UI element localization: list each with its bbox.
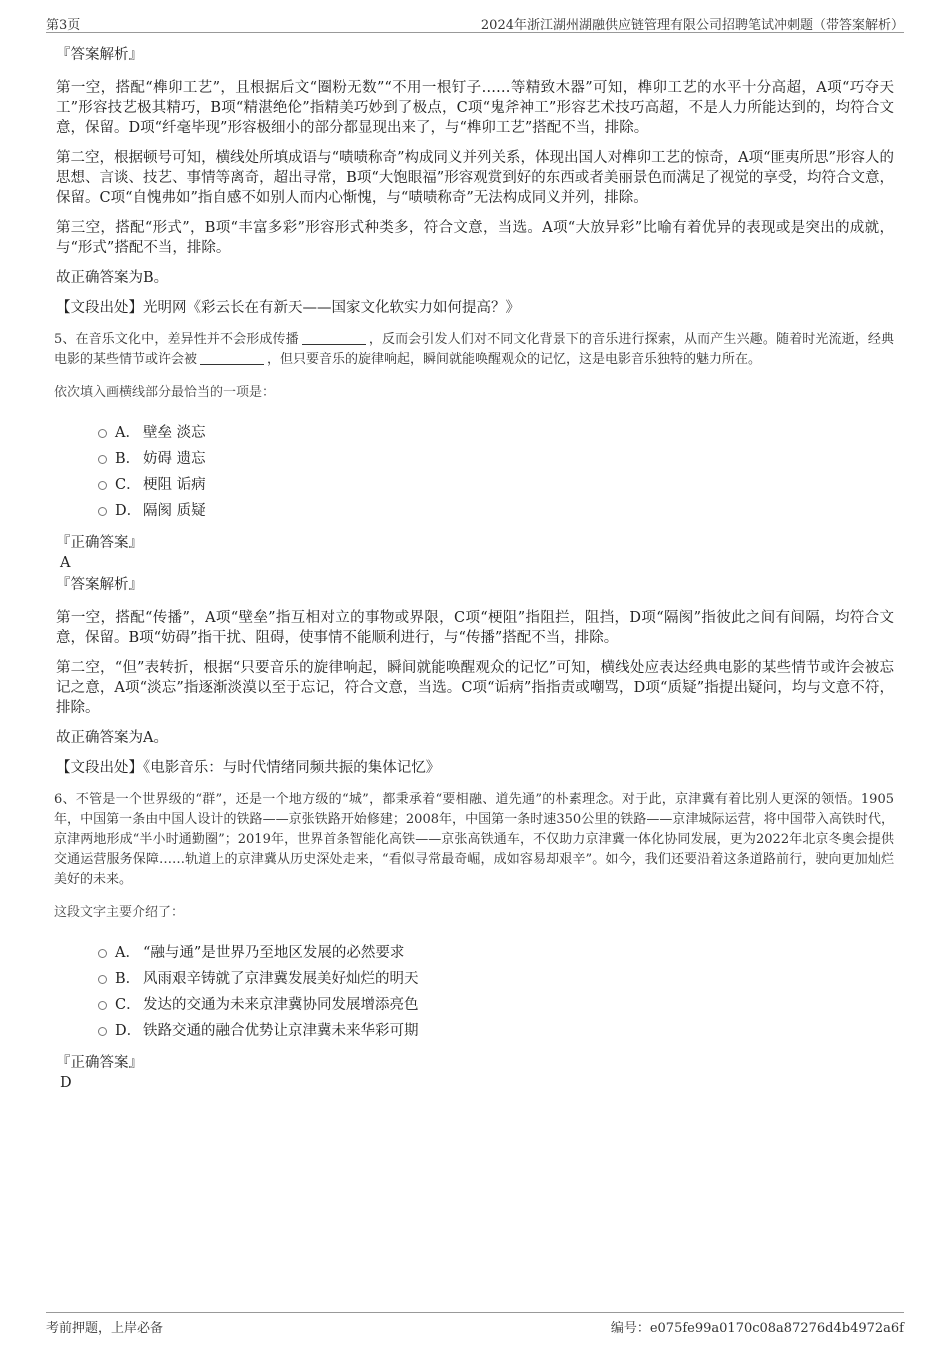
radio-icon[interactable] [98, 507, 107, 516]
fill-blank [200, 350, 264, 365]
page-number: 第3页 [46, 18, 81, 33]
option-b[interactable]: B． 妨碍 遗忘 [98, 446, 894, 472]
analysis-conclusion: 故正确答案为A。 [56, 730, 168, 746]
source-citation: 【文段出处】光明网《彩云长在有新天——国家文化软实力如何提高？》 [56, 300, 520, 316]
analysis-label: 『答案解析』 [56, 577, 143, 593]
option-b[interactable]: B． 风雨艰辛铸就了京津冀发展美好灿烂的明天 [98, 966, 894, 992]
footer-slogan: 考前押题，上岸必备 [46, 1321, 164, 1336]
analysis-label: 『答案解析』 [56, 47, 143, 63]
question-5-options [98, 420, 894, 524]
question-6-options [98, 940, 894, 1044]
correct-answer-label: 『正确答案』 [56, 1055, 143, 1071]
analysis-paragraph: 第一空，搭配“传播”，A项“壁垒”指互相对立的事物或界限，C项“梗阻”指阻拦，阻挡，D项“隔阂”指彼此之间有间隔，均符合文意，保留。B项“妨碍”指干扰、阻碍，使事情不能顺利进行，与“传播”搭配不当，排除。 [56, 610, 894, 646]
radio-icon[interactable] [98, 949, 107, 958]
document-body [56, 46, 894, 1096]
option-c[interactable]: C． 梗阻 诟病 [98, 472, 894, 498]
correct-answer: A [60, 555, 71, 571]
option-d[interactable]: D． 铁路交通的融合优势让京津冀未来华彩可期 [98, 1018, 894, 1044]
analysis-paragraph: 第一空，搭配“榫卯工艺”，且根据后文“圈粉无数”“不用一根钉子……等精致木器”可知，榫卯工艺的水平十分高超，A项“巧夺天工”形容技艺极其精巧，B项“精湛绝伦”指精美巧妙到了极点，C项“鬼斧神工”形容艺术技巧高超，不是人力所能达到的，均符合文意，保留。D项“纤毫毕现”形容极细小的部分都显现出来了，与“榫卯工艺”搭配不当，排除。 [56, 80, 894, 136]
page-footer [46, 1312, 904, 1337]
analysis-paragraph: 第二空，根据顿号可知，横线处所填成语与“啧啧称奇”构成同义并列关系，体现出国人对榫卯工艺的惊奇，A项“匪夷所思”形容人的思想、言谈、技艺、事情等离奇，超出寻常，B项“大饱眼福”形容观赏到好的东西或者美丽景色而满足了视觉的享受，均符合文意，保留。C项“自愧弗如”指自感不如别人而内心惭愧，与“啧啧称奇”无法构成同义并列，排除。 [56, 150, 894, 206]
radio-icon[interactable] [98, 481, 107, 490]
option-c[interactable]: C． 发达的交通为未来京津冀协同发展增添亮色 [98, 992, 894, 1018]
option-d[interactable]: D． 隔阂 质疑 [98, 498, 894, 524]
option-a[interactable]: A． 壁垒 淡忘 [98, 420, 894, 446]
question-5-prompt: 依次填入画横线部分最恰当的一项是： [54, 385, 276, 400]
analysis-paragraph: 第二空，“但”表转折，根据“只要音乐的旋律响起，瞬间就能唤醒观众的记忆”可知，横线处应表达经典电影的某些情节或许会被忘记之意，A项“淡忘”指逐渐淡漠以至于忘记，符合文意，当选。C项“诟病”指指责或嘲骂，D项“质疑”指提出疑问，均与文意不符，排除。 [56, 660, 894, 716]
page-header [46, 10, 904, 33]
analysis-paragraph: 第三空，搭配“形式”，B项“丰富多彩”形容形式种类多，符合文意，当选。A项“大放异彩”比喻有着优异的表现或是突出的成就，与“形式”搭配不当，排除。 [56, 220, 894, 256]
question-6-prompt: 这段文字主要介绍了： [54, 905, 185, 920]
radio-icon[interactable] [98, 1027, 107, 1036]
radio-icon[interactable] [98, 975, 107, 984]
radio-icon[interactable] [98, 455, 107, 464]
correct-answer-label: 『正确答案』 [56, 535, 143, 551]
source-citation: 【文段出处】《电影音乐：与时代情绪同频共振的集体记忆》 [56, 760, 441, 776]
document-id: 编号：e075fe99a0170c08a87276d4b4972a6f [610, 1321, 904, 1336]
correct-answer: D [60, 1075, 72, 1091]
question-6-text: 6、不管是一个世界级的“群”，还是一个地方级的“城”，都秉承着“要相融、道先通”的朴素理念。对于此，京津冀有着比别人更深的领悟。1905年，中国第一条由中国人设计的铁路——京张铁路开始修建；2008年，中国第一条时速350公里的铁路——京津城际运营，将中国带入高铁时代，京津两地形成“半小时通勤圈”；2019年，世界首条智能化高铁——京张高铁通车，不仅助力京津冀一体化协同发展，更为2022年北京冬奥会提供交通运营服务保障……轨道上的京津冀从历史深处走来，“看似寻常最奇崛，成如容易却艰辛”。如今，我们还要沿着这条道路前行，驶向更加灿烂美好的未来。 [54, 792, 894, 887]
radio-icon[interactable] [98, 429, 107, 438]
question-5-text: 5、在音乐文化中，差异性并不会形成传播 ，反而会引发人们对不同文化背景下的音乐进行探索，从而产生兴趣。随着时光流逝，经典电影的某些情节或许会被 ，但只要音乐的旋律响起，瞬间就能唤醒观众的记忆，这是电影音乐独特的魅力所在。 [54, 332, 894, 367]
radio-icon[interactable] [98, 1001, 107, 1010]
fill-blank [302, 330, 366, 345]
analysis-conclusion: 故正确答案为B。 [56, 270, 169, 286]
document-title: 2024年浙江湖州湖融供应链管理有限公司招聘笔试冲刺题（带答案解析） [480, 18, 904, 33]
option-a[interactable]: A． “融与通”是世界乃至地区发展的必然要求 [98, 940, 894, 966]
